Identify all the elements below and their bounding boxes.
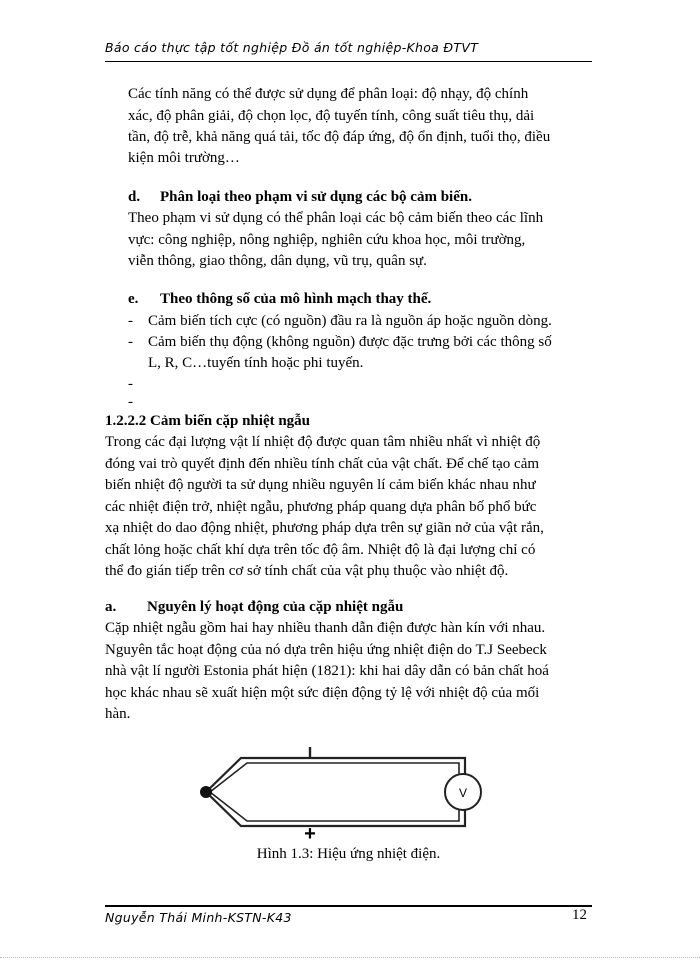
text-line: vực: công nghiệp, nông nghiệp, nghiên cứu khoa học, môi trường, (128, 232, 526, 248)
footer-rule (105, 905, 592, 907)
bullet-text: Cảm biến thụ động (không nguồn) được đặc trưng bởi các thông số (148, 334, 552, 350)
section-1222-title: 1.2.2.2 Cảm biến cặp nhiệt ngẫu (105, 413, 311, 429)
bullet-text: Cảm biến tích cực (có nguồn) đầu ra là nguồn áp hoặc nguồn dòng. (148, 313, 552, 329)
page-header: Báo cáo thực tập tốt nghiệp Đồ án tốt nghiệp-Khoa ĐTVT (105, 40, 479, 55)
voltmeter-label: V (458, 786, 468, 800)
text-line: viễn thông, giao thông, dân dụng, vũ trụ, quân sự. (128, 253, 427, 269)
text-line: Cặp nhiệt ngẫu gồm hai hay nhiều thanh dẫn điện được hàn kín với nhau. (105, 620, 546, 636)
bullet-dash: - (128, 334, 133, 350)
section-e-marker: e. (128, 291, 139, 307)
section-d-title: Phân loại theo phạm vi sử dụng các bộ cảm biến. (160, 189, 472, 205)
text-line: xạ nhiệt do dao động nhiệt, phương pháp dựa trên sự giãn nở của vật rắn, (105, 520, 544, 536)
text-line: các nhiệt điện trở, nhiệt ngẫu, phương pháp quang dựa phân bố phổ bức (105, 499, 537, 515)
page-edge (0, 957, 700, 958)
text-line: thể đo gián tiếp trên cơ sở tính chất của vật phụ thuộc vào nhiệt độ. (105, 563, 509, 579)
lower-wire-inner (210, 792, 459, 821)
upper-wire-inner (210, 763, 459, 792)
text-line: nhà vật lí người Estonia phát hiện (1821): khi hai dây dẫn có bản chất hoá (105, 663, 549, 679)
text-line: Nguyên tắc hoạt động của nó dựa trên hiệu ứng nhiệt điện do T.J Seebeck (105, 642, 547, 658)
text-line: Trong các đại lượng vật lí nhiệt độ được quan tâm nhiều nhất vì nhiệt độ (105, 434, 541, 450)
empty-bullet: - (128, 394, 133, 410)
section-a-marker: a. (105, 599, 117, 615)
text-line: chất lỏng hoặc chất khí dựa trên tốc độ âm. Nhiệt độ là đại lượng chỉ có (105, 542, 536, 558)
text-line: học khác nhau sẽ xuất hiện một sức điện động tỷ lệ với nhiệt độ của mối (105, 685, 540, 701)
text-line: hàn. (105, 706, 131, 722)
text-line: xác, độ phân giải, độ chọn lọc, độ tuyến tính, công suất tiêu thụ, dải (128, 108, 535, 124)
text-line: tần, độ trễ, khả năng quá tải, tốc độ đáp ứng, độ ổn định, tuổi thọ, điều (128, 129, 551, 145)
thermocouple-diagram (195, 738, 495, 850)
page-number: 12 (572, 907, 587, 923)
text-line: biến nhiệt độ người ta sử dụng nhiều nguyên lí cảm biến khác nhau như (105, 477, 536, 493)
empty-bullet: - (128, 376, 133, 392)
section-e-title: Theo thông số của mô hình mạch thay thế. (160, 291, 432, 307)
figure-caption: Hình 1.3: Hiệu ứng nhiệt điện. (256, 846, 441, 862)
bullet-text: L, R, C…tuyến tính hoặc phi tuyến. (148, 355, 364, 371)
section-d-marker: d. (128, 189, 141, 205)
text-line: Theo phạm vi sử dụng có thể phân loại các bộ cảm biến theo các lĩnh (128, 210, 544, 226)
text-line: kiện môi trường… (128, 150, 240, 166)
footer-author: Nguyễn Thái Minh-KSTN-K43 (105, 910, 292, 925)
text-line: Các tính năng có thể được sử dụng để phân loại: độ nhạy, độ chính (128, 86, 529, 102)
plus-label: + (304, 823, 316, 845)
text-line: đóng vai trò quyết định đến nhiều tính chất của vật chất. Để chế tạo cảm (105, 456, 540, 472)
junction-dot (200, 786, 212, 798)
bullet-dash: - (128, 313, 133, 329)
header-rule (105, 61, 592, 62)
section-a-title: Nguyên lý hoạt động của cặp nhiệt ngẫu (147, 599, 404, 615)
